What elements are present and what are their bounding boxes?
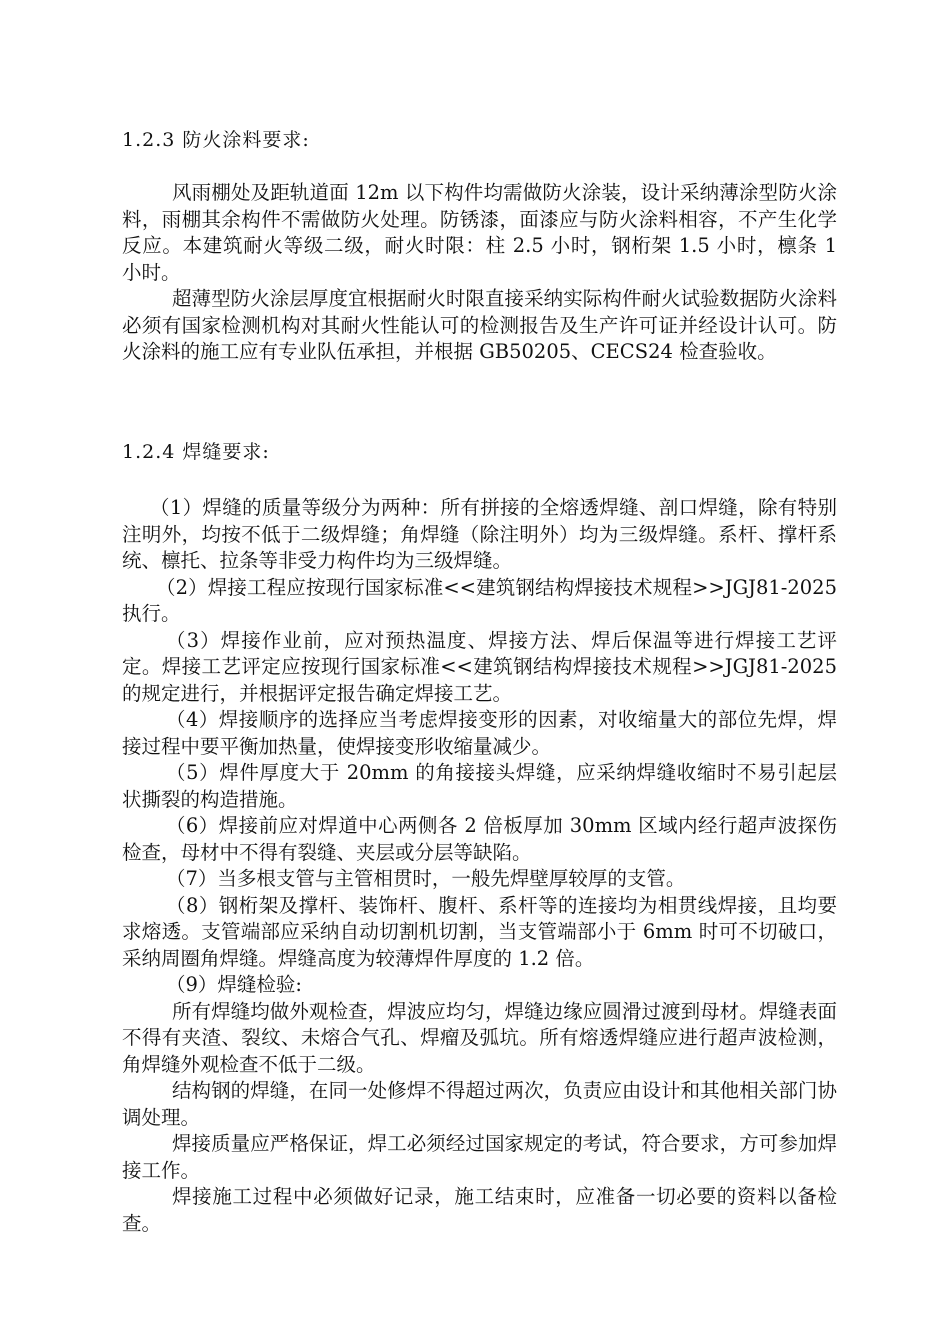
section-heading-weld-requirements: 1.2.4 焊缝要求: xyxy=(122,441,270,463)
paragraph: 所有焊缝均做外观检查，焊波应均匀，焊缝边缘应圆滑过渡到母材。焊缝表面不得有夹渣、裂纹、未熔合气孔、焊瘤及弧坑。所有熔透焊缝应进行超声波检测，角焊缝外观检查不低于二级。 xyxy=(122,999,837,1076)
list-item: （2）焊接工程应按现行国家标准<<建筑钢结构焊接技术规程>>JGJ81-2025 执行。 xyxy=(122,575,837,625)
section-body-fireproof-coating xyxy=(122,180,837,366)
section-body-weld-requirements xyxy=(122,495,837,1237)
paragraph: 焊接质量应严格保证，焊工必须经过国家规定的考试，符合要求，方可参加焊接工作。 xyxy=(122,1132,837,1182)
paragraph: 焊接施工过程中必须做好记录，施工结束时，应准备一切必要的资料以备检查。 xyxy=(122,1185,837,1235)
paragraph: 结构钢的焊缝，在同一处修焊不得超过两次，负责应由设计和其他相关部门协调处理。 xyxy=(122,1079,837,1129)
paragraph: 风雨棚处及距轨道面 12m 以下构件均需做防火涂装，设计采纳薄涂型防火涂料，雨棚其余构件不需做防火处理。防锈漆，面漆应与防火涂料相容，不产生化学反应。本建筑耐火等级二级，耐火时限：柱 2.5 小时，钢桁架 1.5 小时，檩条 1 小时。 xyxy=(122,181,837,284)
list-item: （1）焊缝的质量等级分为两种：所有拼接的全熔透焊缝、剖口焊缝，除有特别注明外，均按不低于二级焊缝；角焊缝（除注明外）均为三级焊缝。系杆、撑杆系统、檩托、拉条等非受力构件均为三级焊缝。 xyxy=(122,496,837,572)
list-item: （9）焊缝检验: xyxy=(166,973,302,996)
section-heading-fireproof-coating: 1.2.3 防火涂料要求: xyxy=(122,129,310,151)
paragraph: 超薄型防火涂层厚度宜根据耐火时限直接采纳实际构件耐火试验数据防火涂料必须有国家检测机构对其耐火性能认可的检测报告及生产许可证并经设计认可。防火涂料的施工应有专业队伍承担，并根据 GB50205、CECS24 检查验收。 xyxy=(122,287,837,363)
list-item: （5）焊件厚度大于 20mm 的角接接头焊缝，应采纳焊缝收缩时不易引起层状撕裂的构造措施。 xyxy=(122,761,837,811)
list-item: （8）钢桁架及撑杆、装饰杆、腹杆、系杆等的连接均为相贯线焊接，且均要求熔透。支管端部应采纳自动切割机切割，当支管端部小于 6mm 时可不切破口，采纳周圈角焊缝。焊缝高度为较薄焊件厚度的 1.2 倍。 xyxy=(122,893,837,970)
list-item: （3）焊接作业前，应对预热温度、焊接方法、焊后保温等进行焊接工艺评定。焊接工艺评定应按现行国家标准<<建筑钢结构焊接技术规程>>JGJ81-2025 的规定进行，并根据评定报告确定焊接工艺。 xyxy=(122,628,837,705)
list-item: （4）焊接顺序的选择应当考虑焊接变形的因素，对收缩量大的部位先焊，焊接过程中要平衡加热量，使焊接变形收缩量减少。 xyxy=(122,708,837,758)
list-item: （6）焊接前应对焊道中心两侧各 2 倍板厚加 30mm 区域内经行超声波探伤检查，母材中不得有裂缝、夹层或分层等缺陷。 xyxy=(122,814,837,864)
list-item: （7）当多根支管与主管相贯时，一般先焊壁厚较厚的支管。 xyxy=(166,867,686,890)
